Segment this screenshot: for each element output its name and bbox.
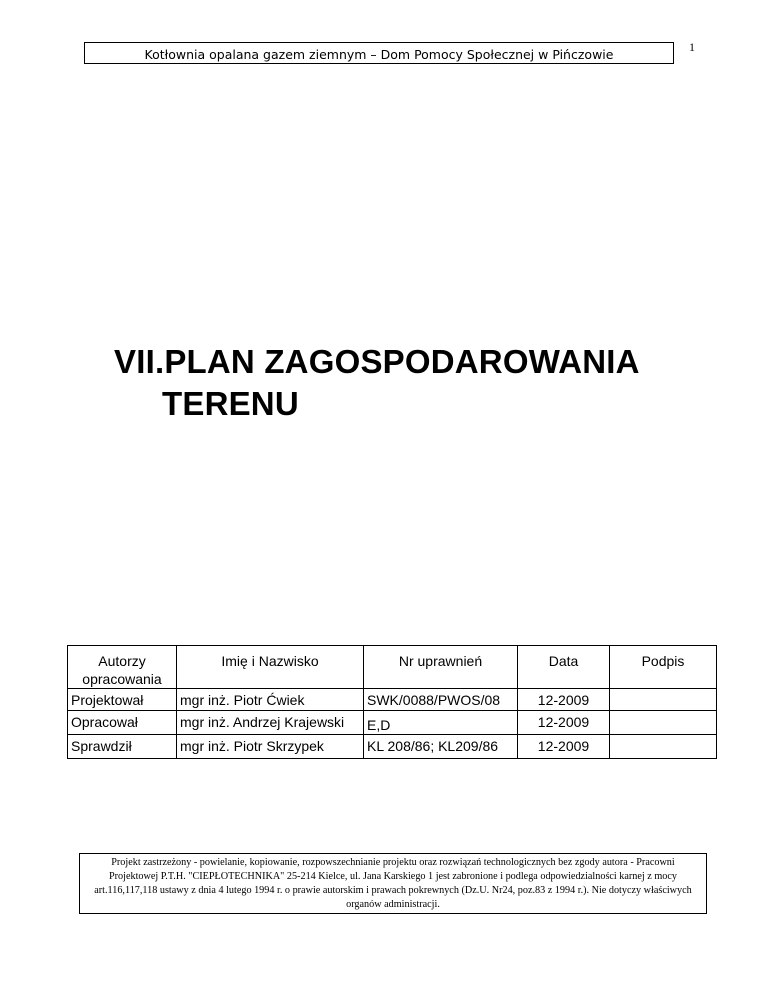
row-role: Opracował <box>68 711 177 735</box>
column-header-name: Imię i Nazwisko <box>177 646 364 689</box>
table-row <box>68 735 717 759</box>
row-name: mgr inż. Andrzej Krajewski <box>177 711 364 735</box>
row-name: mgr inż. Piotr Ćwiek <box>177 689 364 711</box>
row-license: E,D <box>364 711 518 735</box>
column-header-signature: Podpis <box>610 646 717 689</box>
row-signature <box>610 689 717 711</box>
copyright-notice <box>79 853 707 914</box>
page-number: 1 <box>689 40 695 54</box>
row-name: mgr inż. Piotr Skrzypek <box>177 735 364 759</box>
row-license: KL 208/86; KL209/86 <box>364 735 518 759</box>
row-role: Projektował <box>68 689 177 711</box>
document-title: VII.PLAN ZAGOSPODAROWANIA <box>114 343 640 380</box>
row-signature <box>610 735 717 759</box>
authors-table <box>67 645 717 759</box>
row-date: 12-2009 <box>518 689 610 711</box>
row-date: 12-2009 <box>518 735 610 759</box>
table-header-row <box>68 646 717 689</box>
page-header <box>84 42 674 64</box>
document-title-continued: TERENU <box>162 385 299 422</box>
row-signature <box>610 711 717 735</box>
row-license: SWK/0088/PWOS/08 <box>364 689 518 711</box>
header-title: Kotłownia opalana gazem ziemnym – Dom Pomocy Społecznej w Pińczowie <box>144 47 614 62</box>
row-date: 12-2009 <box>518 711 610 735</box>
row-role: Sprawdził <box>68 735 177 759</box>
column-header-label: Autorzy opracowania <box>82 653 162 687</box>
copyright-notice-text: Projekt zastrzeżony - powielanie, kopiowanie, rozpowszechnianie projektu oraz rozwiązań technologicznych bez zgody autora - Pracowni Projektowej P.T.H. "CIEPŁOTECHNIKA" 25-214 Kielce, ul. Jana Karskiego 1 jest zabronione i podlega odpowiedzialności karnej z mocy art.116,117,118 ustawy z dnia 4 lutego 1994 r. o prawie autorskim i prawach pokrewnych (Dz.U. Nr24, poz.83 z 1994 r.). Nie dotyczy właściwych organów administracji. <box>94 857 692 910</box>
table-row <box>68 689 717 711</box>
column-header-authors <box>68 646 177 689</box>
column-header-license: Nr uprawnień <box>364 646 518 689</box>
table-row <box>68 711 717 735</box>
column-header-date: Data <box>518 646 610 689</box>
